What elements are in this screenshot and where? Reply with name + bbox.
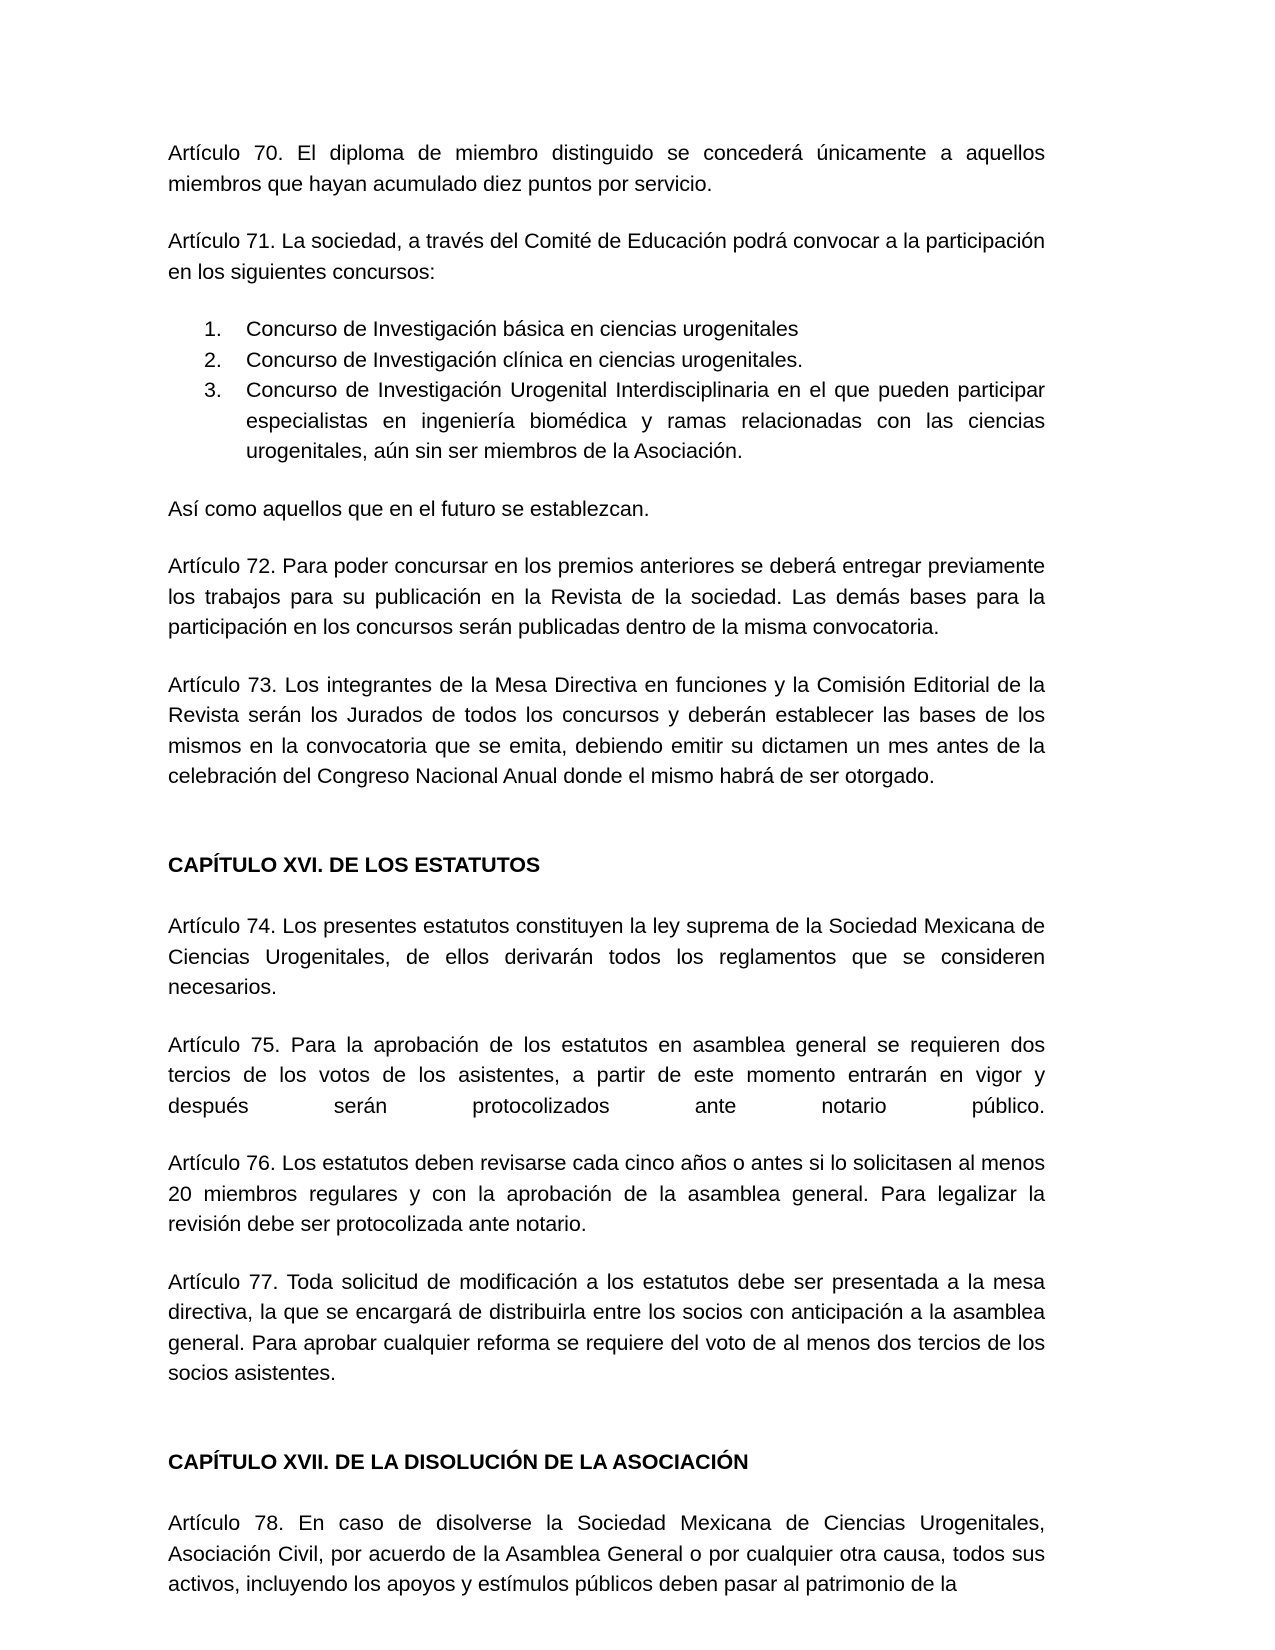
concursos-ordered-list [168,314,1045,467]
list-item: Concurso de Investigación clínica en ciencias urogenitales. [246,347,804,372]
articulo-75-forced-line: después serán protocolizados ante notario público. [168,1093,1045,1118]
paragraph-articulo-71: Artículo 71. La sociedad, a través del Comité de Educación podrá convocar a la participación en los siguientes concursos: [168,229,1045,284]
paragraph-asi-como: Así como aquellos que en el futuro se establezcan. [168,496,650,521]
chapter-heading-xvii: CAPÍTULO XVII. DE LA DISOLUCIÓN DE LA ASOCIACIÓN [168,1449,749,1474]
paragraph-articulo-74: Artículo 74. Los presentes estatutos constituyen la ley suprema de la Sociedad Mexicana de Ciencias Urogenitales, de ellos derivarán todos los reglamentos que se consideren necesarios. [168,914,1045,999]
paragraph-articulo-75 [168,1030,1045,1122]
spacer [168,819,1045,850]
paragraph-articulo-76: Artículo 76. Los estatutos deben revisarse cada cinco años o antes si lo solicitasen al menos 20 miembros regulares y con la aprobación de la asamblea general. Para legalizar la revisión debe ser protocolizada ante notario. [168,1151,1045,1236]
articulo-75-lead: Artículo 75. Para la aprobación de los estatutos en asamblea general se requieren dos tercios de los votos de los asistentes, a partir de este momento entrarán en vigor y [168,1032,1045,1087]
spacer [168,880,1045,911]
chapter-heading-xvi: CAPÍTULO XVI. DE LOS ESTATUTOS [168,852,541,877]
paragraph-articulo-70: Artículo 70. El diploma de miembro distinguido se concederá únicamente a aquellos miembros que hayan acumulado diez puntos por servicio. [168,141,1045,196]
paragraph-articulo-73: Artículo 73. Los integrantes de la Mesa Directiva en funciones y la Comisión Editorial de la Revista serán los Jurados de todos los concursos y deberán establecer las bases de los mismos en la convocatoria que se emita, debiendo emitir su dictamen un mes antes de la celebración del Congreso Nacional Anual donde el mismo habrá de ser otorgado. [168,672,1045,788]
paragraph-articulo-77: Artículo 77. Toda solicitud de modificación a los estatutos debe ser presentada a la mesa directiva, la que se encargará de distribuirla entre los socios con anticipación a la asamblea general. Para aprobar cualquier reforma se requiere del voto de al menos dos tercios de los socios asistentes. [168,1269,1045,1385]
spacer [168,1477,1045,1508]
list-item: Concurso de Investigación básica en ciencias urogenitales [246,317,799,341]
paragraph-articulo-78: Artículo 78. En caso de disolverse la Sociedad Mexicana de Ciencias Urogenitales, Asociación Civil, por acuerdo de la Asamblea General o por cualquier otra causa, todos sus activos, incluyendo los apoyos y estímulos públicos deben pasar al patrimonio de la [168,1511,1045,1596]
paragraph-articulo-72: Artículo 72. Para poder concursar en los premios anteriores se deberá entregar previamente los trabajos para su publicación en la Revista de la sociedad. Las demás bases para la participación en los concursos serán publicadas dentro de la misma convocatoria. [168,554,1045,639]
spacer [168,1416,1045,1447]
list-item: Concurso de Investigación Urogenital Interdisciplinaria en el que pueden participar especialistas en ingeniería biomédica y ramas relacionadas con las ciencias urogenitales, aún sin ser miembros de la Asociación. [246,378,1045,463]
document-body [168,138,1045,1627]
